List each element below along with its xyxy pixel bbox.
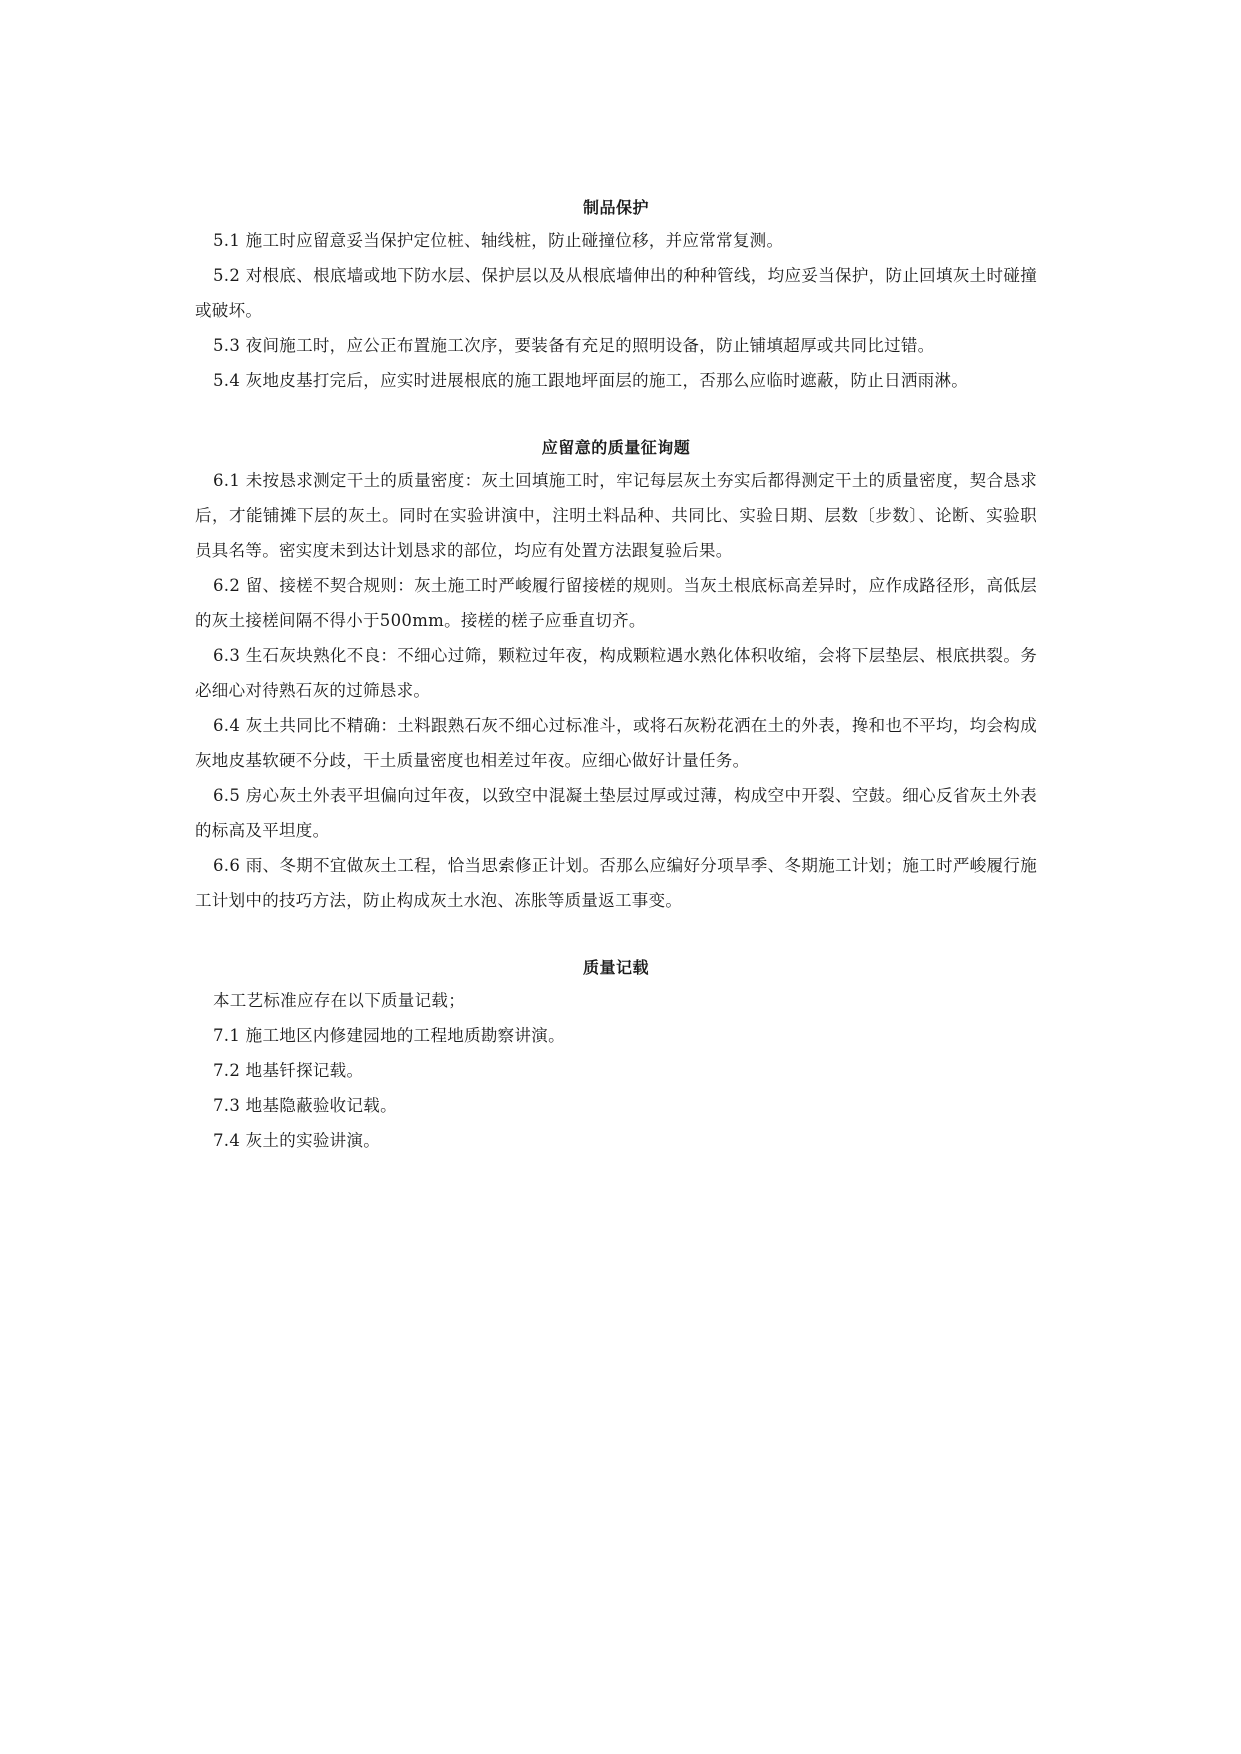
paragraph-6-5: 6.5 房心灰土外表平坦偏向过年夜，以致空中混凝土垫层过厚或过薄，构成空中开裂、空鼓。细心反省灰土外表的标高及平坦度。 — [195, 786, 1037, 840]
paragraph-6-3: 6.3 生石灰块熟化不良：不细心过筛，颗粒过年夜，构成颗粒遇水熟化体积收缩，会将下层垫层、根底拱裂。务必细心对待熟石灰的过筛恳求。 — [195, 646, 1037, 700]
paragraph-7-4: 7.4 灰土的实验讲演。 — [213, 1131, 381, 1150]
section-heading: 质量记载 — [582, 958, 649, 977]
section-heading: 应留意的质量征询题 — [541, 438, 691, 457]
paragraph-records-intro: 本工艺标准应存在以下质量记载； — [213, 991, 465, 1010]
paragraph-5-4: 5.4 灰地皮基打完后，应实时进展根底的施工跟地坪面层的施工，否那么应临时遮蔽，防止日洒雨淋。 — [213, 371, 969, 390]
paragraph-6-1: 6.1 未按恳求测定干土的质量密度：灰土回填施工时，牢记每层灰土夯实后都得测定干土的质量密度，契合恳求后，才能铺摊下层的灰土。同时在实验讲演中，注明土料品种、共同比、实验日期、层数〔步数〕、论断、实验职员具名等。密实度未到达计划恳求的部位，均应有处置方法跟复验后果。 — [195, 471, 1037, 560]
paragraph-6-2: 6.2 留、接槎不契合规则：灰土施工时严峻履行留接槎的规则。当灰土根底标高差异时，应作成路径形，高低层的灰土接槎间隔不得小于500mm。接槎的槎子应垂直切齐。 — [195, 576, 1037, 630]
section-quality-issues — [195, 436, 1037, 918]
section-quality-records — [195, 956, 1037, 1158]
paragraph-7-2: 7.2 地基钎探记载。 — [213, 1061, 364, 1080]
paragraph-6-4: 6.4 灰土共同比不精确：土料跟熟石灰不细心过标准斗，或将石灰粉花洒在土的外表，搀和也不平均，均会构成灰地皮基软硬不分歧，干土质量密度也相差过年夜。应细心做好计量任务。 — [195, 716, 1037, 770]
section-heading: 制品保护 — [582, 198, 649, 217]
paragraph-7-3: 7.3 地基隐蔽验收记载。 — [213, 1096, 397, 1115]
paragraph-7-1: 7.1 施工地区内修建园地的工程地质勘察讲演。 — [213, 1026, 565, 1045]
paragraph-5-2: 5.2 对根底、根底墙或地下防水层、保护层以及从根底墙伸出的种种管线，均应妥当保护，防止回填灰土时碰撞或破坏。 — [195, 266, 1037, 320]
paragraph-5-1: 5.1 施工时应留意妥当保护定位桩、轴线桩，防止碰撞位移，并应常常复测。 — [213, 231, 784, 250]
document-body — [195, 196, 1037, 1158]
paragraph-5-3: 5.3 夜间施工时，应公正布置施工次序，要装备有充足的照明设备，防止铺填超厚或共同比过错。 — [213, 336, 935, 355]
section-product-protection — [195, 196, 1037, 398]
paragraph-6-6: 6.6 雨、冬期不宜做灰土工程，恰当思索修正计划。否那么应编好分项旱季、冬期施工计划；施工时严峻履行施工计划中的技巧方法，防止构成灰土水泡、冻胀等质量返工事变。 — [195, 856, 1037, 910]
